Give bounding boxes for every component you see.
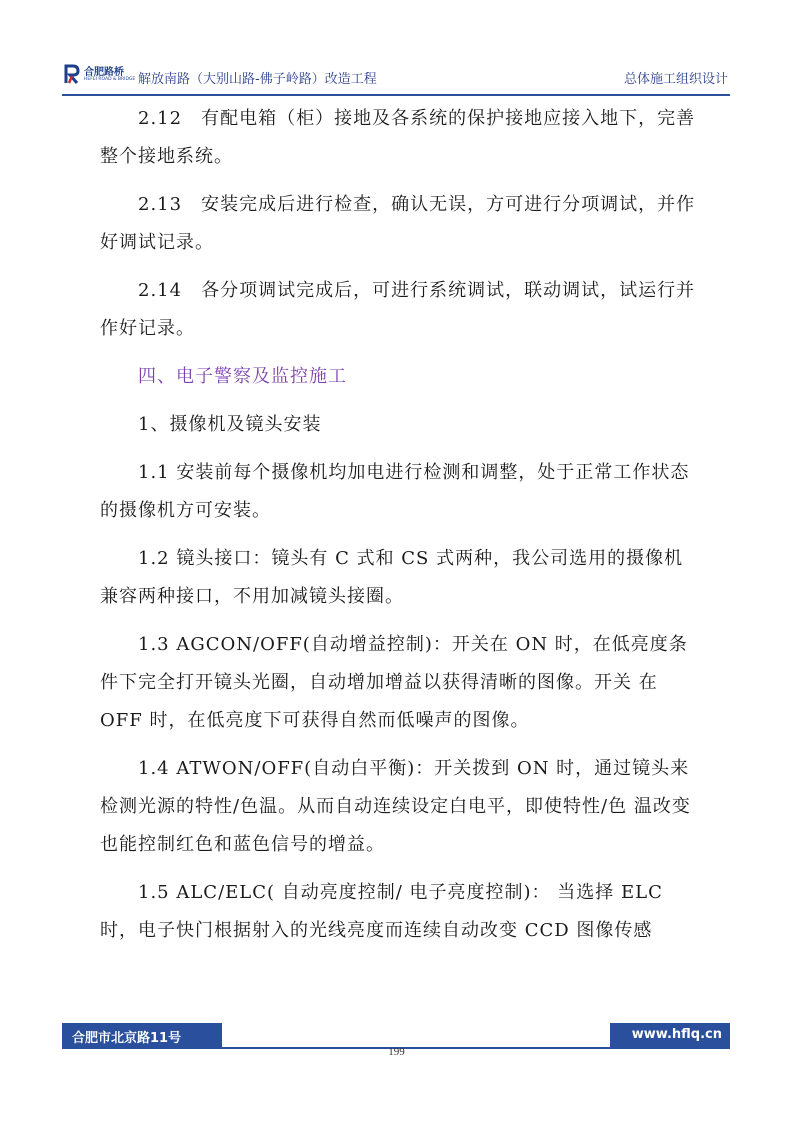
paragraph: 1、摄像机及镜头安装 xyxy=(138,414,322,435)
page-number: 199 xyxy=(388,1046,405,1058)
paragraph: 1.4 ATWON/OFF(自动白平衡)：开关拨到 ON 时，通过镜头来检测光源的特性/色温。从而自动连续设定白电平，即使特性/色 温改变也能控制红色和蓝色信号的增益。 xyxy=(100,758,691,855)
company-logo xyxy=(64,62,134,88)
paragraph: 2.14 各分项调试完成后，可进行系统调试，联动调试，试运行并作好记录。 xyxy=(100,280,696,339)
section-heading: 四、电子警察及监控施工 xyxy=(138,366,347,387)
logo-mark-icon xyxy=(64,64,82,84)
document-body xyxy=(100,100,700,960)
logo-text-cn: 合肥路桥 xyxy=(84,67,124,78)
paragraph: 1.5 ALC/ELC( 自动亮度控制/ 电子亮度控制)： 当选择 ELC 时，电子快门根据射入的光线亮度而连续自动改变 CCD 图像传感 xyxy=(100,882,663,941)
paragraph: 1.1 安装前每个摄像机均加电进行检测和调整，处于正常工作状态的摄像机方可安装。 xyxy=(100,462,690,521)
footer-website: www.hflq.cn xyxy=(631,1027,722,1042)
footer-address: 合肥市北京路11号 xyxy=(72,1031,182,1046)
paragraph: 2.13 安装完成后进行检查，确认无误，方可进行分项调试，并作好调试记录。 xyxy=(100,194,696,253)
paragraph: 1.3 AGCON/OFF(自动增益控制)：开关在 ON 时，在低亮度条件下完全打开镜头光圈，自动增加增益以获得清晰的图像。开关 在 OFF 时，在低亮度下可获得自然而低噪声的图像。 xyxy=(100,634,688,731)
page-header xyxy=(62,58,730,96)
paragraph: 2.12 有配电箱（柜）接地及各系统的保护接地应接入地下，完善整个接地系统。 xyxy=(100,108,696,167)
document-type: 总体施工组织设计 xyxy=(623,72,728,87)
project-title: 解放南路（大别山路-佛子岭路）改造工程 xyxy=(138,72,377,87)
paragraph: 1.2 镜头接口：镜头有 C 式和 CS 式两种，我公司选用的摄像机兼容两种接口，不用加减镜头接圈。 xyxy=(100,548,684,607)
logo-text-en: HEFEI ROAD & BRIDGE xyxy=(84,77,136,82)
